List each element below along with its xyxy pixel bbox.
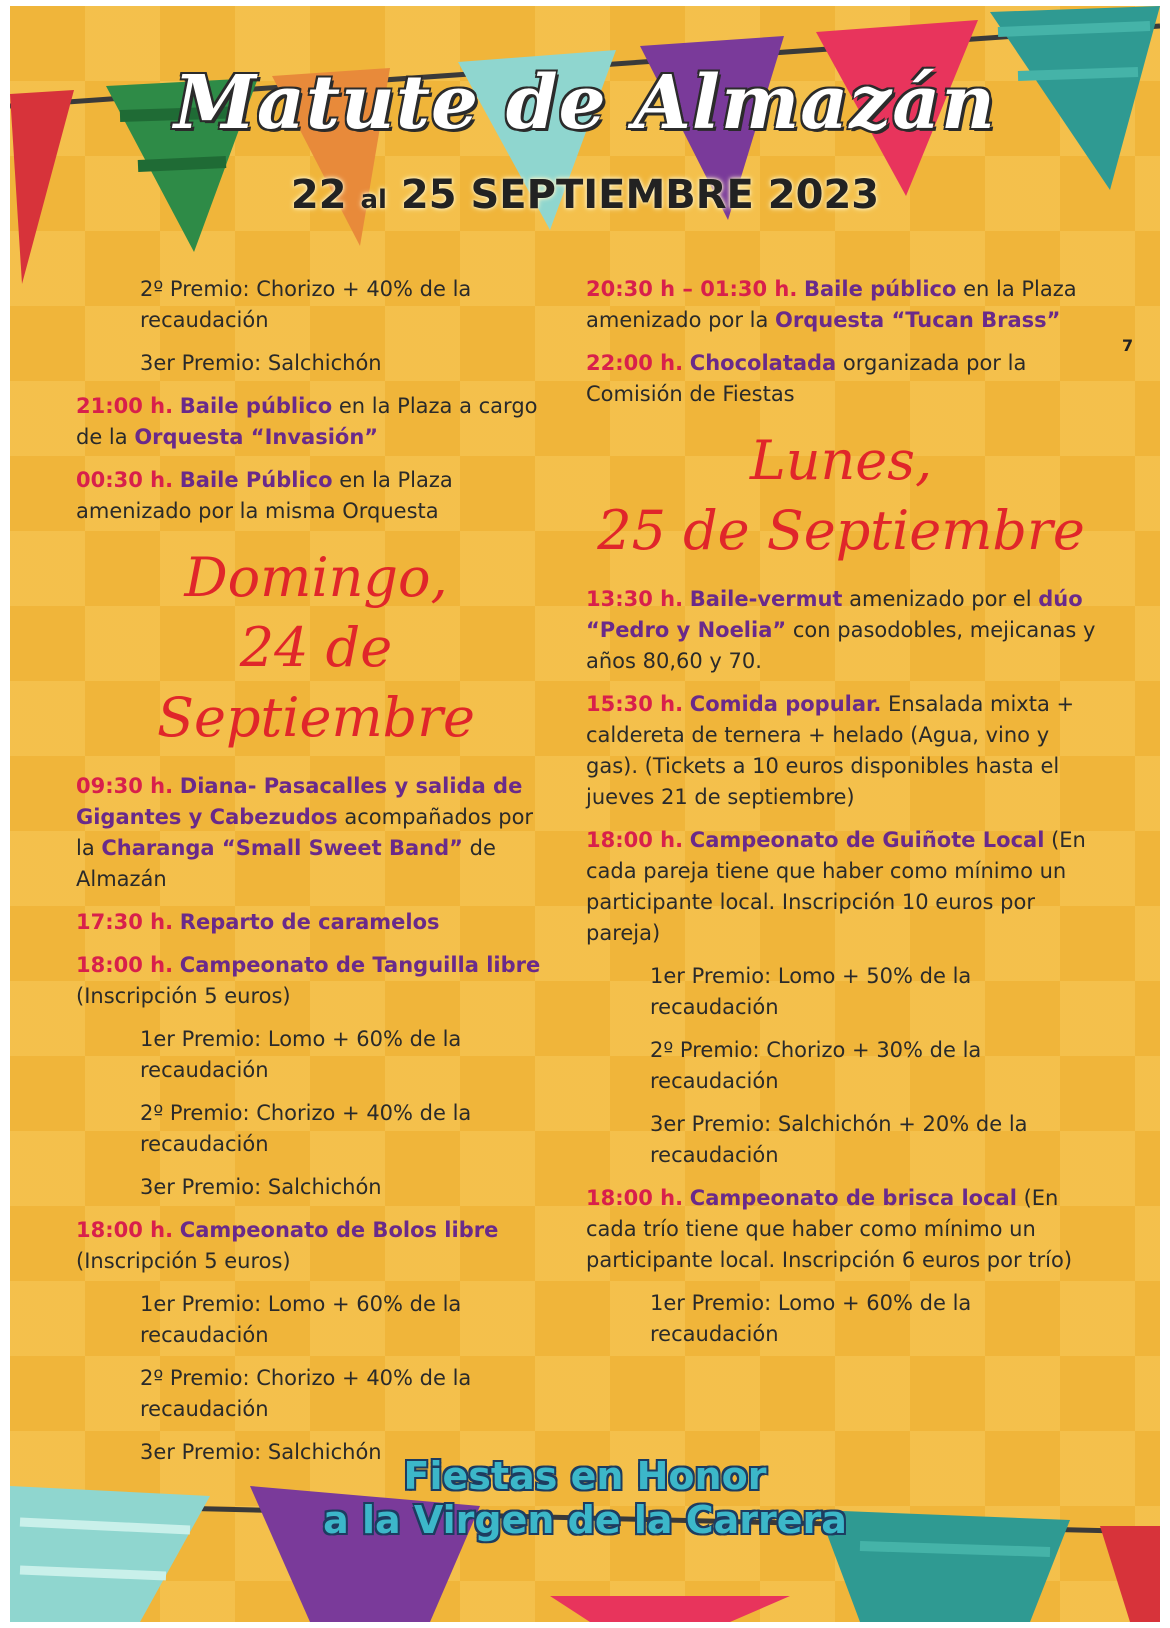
left-column	[76, 274, 556, 1480]
right-column	[586, 274, 1096, 1362]
event-detail: Ensalada mixta + caldereta de ternera + helado (Agua, vino y gas). (Tickets a 10 euros disponibles hasta el jueves 21 de septiembre)	[586, 692, 1075, 809]
event-time: 13:30 h.	[586, 587, 684, 611]
prize-item: 1er Premio: Lomo + 60% de la recaudación	[650, 1291, 972, 1346]
event-title: Diana- Pasacalles y salida de Gigantes y Cabezudos	[76, 774, 523, 829]
prize-item: 1er Premio: Lomo + 50% de la recaudación	[650, 964, 972, 1019]
event-item	[586, 274, 1096, 336]
date-start: 22	[290, 172, 347, 218]
footer-line1: Fiestas en Honor	[403, 1454, 767, 1498]
day-heading	[586, 426, 1096, 566]
date-end: 25 SEPTIEMBRE 2023	[400, 172, 880, 218]
prize-item: 2º Premio: Chorizo + 30% de la recaudación	[650, 1038, 982, 1093]
event-item	[76, 1215, 556, 1277]
prize-item: 3er Premio: Salchichón	[140, 351, 382, 375]
event-title: Campeonato de Guiñote Local	[689, 828, 1045, 852]
poster-dates	[10, 172, 1160, 218]
event-time: 17:30 h.	[76, 910, 174, 934]
event-detail: acompañados por la	[76, 805, 534, 860]
prize-item: 1er Premio: Lomo + 60% de la recaudación	[140, 1027, 462, 1082]
event-item	[76, 465, 556, 527]
poster-page	[10, 6, 1160, 1622]
event-time: 00:30 h.	[76, 468, 174, 492]
event-detail: (En cada trío tiene que haber como mínimo un participante local. Inscripción 6 euros por trío)	[586, 1186, 1073, 1272]
event-title: Baile Público	[179, 468, 333, 492]
event-detail: (En cada pareja tiene que haber como mínimo un participante local. Inscripción 10 euros por pareja)	[586, 828, 1086, 945]
page-number: 7	[1122, 336, 1134, 355]
day-date: 25 de Septiembre	[597, 499, 1085, 562]
event-detail: en la Plaza amenizado por la	[586, 277, 1077, 332]
event-time: 15:30 h.	[586, 692, 684, 716]
event-detail: (Inscripción 5 euros)	[76, 1249, 291, 1273]
event-time: 21:00 h.	[76, 394, 174, 418]
day-heading	[76, 543, 556, 753]
prize-item: 2º Premio: Chorizo + 40% de la recaudación	[140, 1101, 472, 1156]
event-detail: (Inscripción 5 euros)	[76, 984, 291, 1008]
footer-line2: a la Virgen de la Carrera	[323, 1498, 847, 1542]
event-item	[76, 907, 556, 938]
poster-title: Matute de Almazán	[173, 60, 996, 146]
event-title: Baile público	[179, 394, 333, 418]
event-title: Reparto de caramelos	[179, 910, 440, 934]
event-item	[586, 1183, 1096, 1276]
event-title: Baile-vermut	[689, 587, 843, 611]
event-title: Chocolatada	[689, 351, 837, 375]
event-time: 18:00 h.	[76, 953, 174, 977]
prize-item: 3er Premio: Salchichón	[140, 1440, 382, 1464]
event-item	[586, 348, 1096, 410]
event-detail: organizada por la Comisión de Fiestas	[586, 351, 1027, 406]
prize-item: 1er Premio: Lomo + 60% de la recaudación	[140, 1292, 462, 1347]
event-item	[76, 950, 556, 1012]
event-time: 18:00 h.	[586, 1186, 684, 1210]
bunting-top-decoration	[10, 6, 1160, 296]
footer-banner	[10, 1454, 1160, 1542]
event-title: Campeonato de Bolos libre	[179, 1218, 499, 1242]
event-performer: Orquesta “Tucan Brass”	[775, 308, 1061, 332]
event-time: 09:30 h.	[76, 774, 174, 798]
event-detail: en la Plaza a cargo de la	[76, 394, 538, 449]
event-title: Campeonato de Tanguilla libre	[179, 953, 541, 977]
event-time: 18:00 h.	[76, 1218, 174, 1242]
event-item	[76, 771, 556, 895]
event-time: 18:00 h.	[586, 828, 684, 852]
prize-item: 2º Premio: Chorizo + 40% de la recaudación	[140, 1366, 472, 1421]
event-detail: en la Plaza amenizado por la misma Orquesta	[76, 468, 453, 523]
prize-item: 3er Premio: Salchichón	[140, 1175, 382, 1199]
event-item	[586, 825, 1096, 949]
event-title: Comida popular.	[689, 692, 882, 716]
event-performer: Charanga “Small Sweet Band”	[101, 836, 463, 860]
event-detail: con pasodobles, mejicanas y años 80,60 y 70.	[586, 618, 1096, 673]
event-title: Campeonato de brisca local	[689, 1186, 1017, 1210]
prize-item: 2º Premio: Chorizo + 40% de la recaudación	[140, 277, 472, 332]
event-item	[586, 584, 1096, 677]
event-detail: de Almazán	[76, 836, 496, 891]
event-performer: Orquesta “Invasión”	[134, 425, 379, 449]
event-item	[586, 689, 1096, 813]
event-title: Baile público	[804, 277, 957, 301]
event-time: 22:00 h.	[586, 351, 684, 375]
event-detail: amenizado por el	[842, 587, 1039, 611]
day-name: Domingo,	[184, 546, 448, 609]
event-time: 20:30 h – 01:30 h.	[586, 277, 798, 301]
prize-item: 3er Premio: Salchichón + 20% de la recaudación	[650, 1112, 1028, 1167]
event-item	[76, 391, 556, 453]
date-connector: al	[360, 185, 387, 215]
day-name: Lunes,	[749, 429, 933, 492]
day-date: 24 de Septiembre	[157, 616, 475, 749]
event-performer: dúo “Pedro y Noelia”	[586, 587, 1083, 642]
